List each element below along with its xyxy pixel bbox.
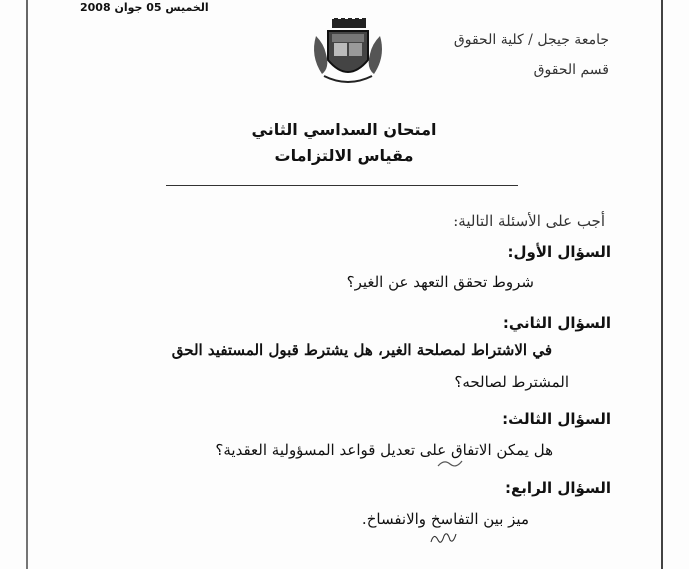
department-name: قسم الحقوق xyxy=(533,62,609,78)
question-2-text-line-2: المشترط لصالحه؟ xyxy=(454,373,569,391)
question-2-label: السؤال الثاني: xyxy=(502,314,611,332)
question-2-text-line-1: في الاشتراط لمصلحة الغير، هل يشترط قبول المستفيد الحق xyxy=(171,341,552,359)
university-name: جامعة جيجل / كلية الحقوق xyxy=(453,32,609,48)
handwritten-initials xyxy=(428,528,458,548)
question-4-text: ميز بين التفاسخ والانفساخ. xyxy=(361,510,529,528)
exam-date: الخميس 05 جوان 2008 xyxy=(80,1,209,14)
question-3-label: السؤال الثالث: xyxy=(502,410,611,428)
university-crest-icon xyxy=(308,18,388,88)
header-divider xyxy=(166,185,518,186)
question-1-label: السؤال الأول: xyxy=(507,243,611,261)
question-3-text: هل يمكن الاتفاق على تعديل قواعد المسؤولية العقدية؟ xyxy=(215,441,553,459)
paper-edge-left xyxy=(26,0,28,569)
scratch-mark xyxy=(436,458,464,468)
exam-subject: مقياس الالتزامات xyxy=(274,146,414,165)
instructions: أجب على الأسئلة التالية: xyxy=(453,212,605,230)
exam-title: امتحان السداسي الثاني xyxy=(251,120,437,139)
question-4-label: السؤال الرابع: xyxy=(505,479,611,497)
question-1-text: شروط تحقق التعهد عن الغير؟ xyxy=(346,273,534,291)
paper-edge-right xyxy=(661,0,663,569)
